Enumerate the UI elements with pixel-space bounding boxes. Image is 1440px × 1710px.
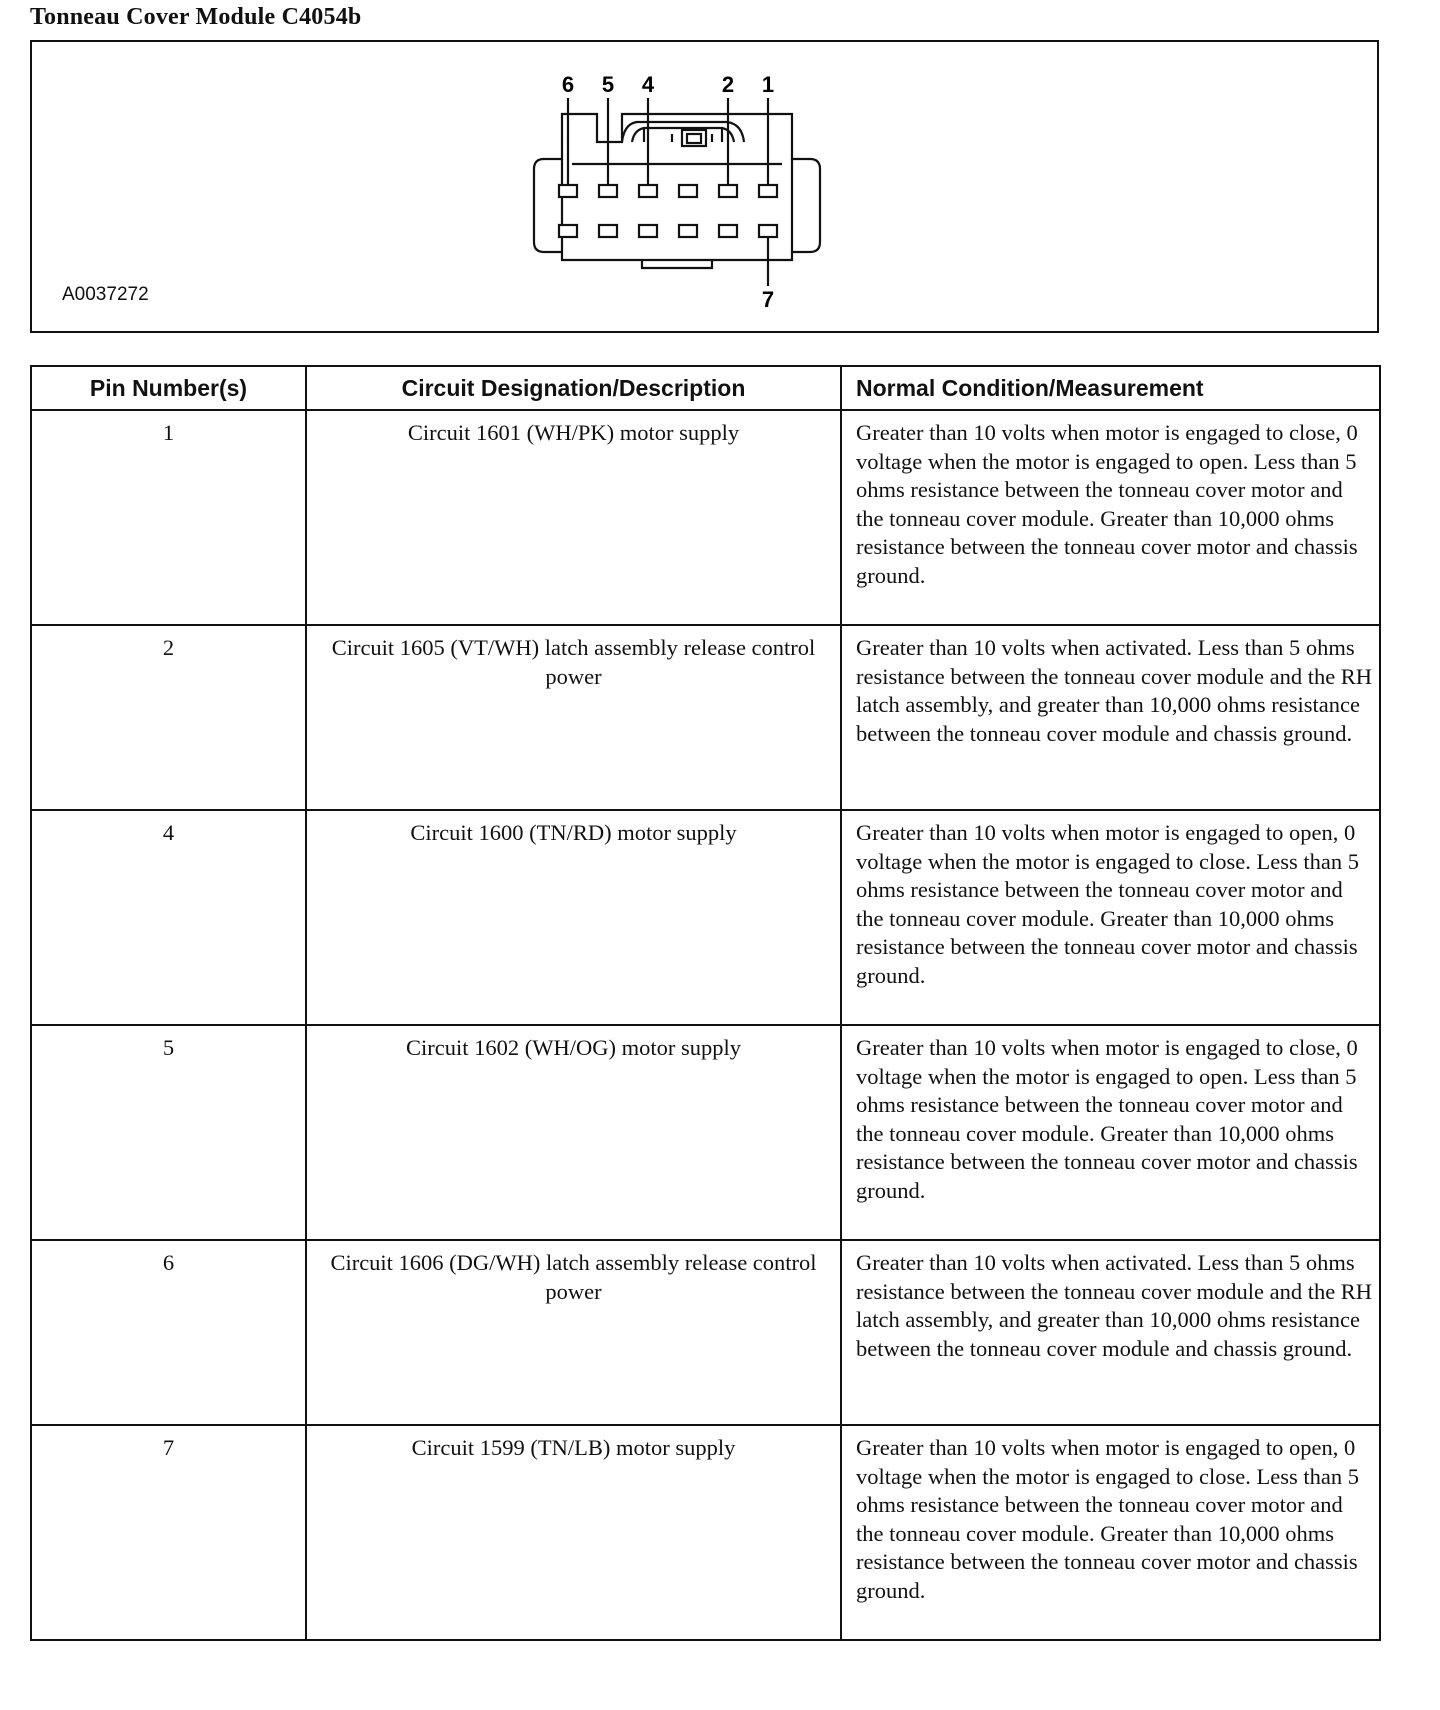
pin-number-cell: 5 [31,1025,306,1240]
table-row [31,810,1380,1025]
pin-number-cell: 4 [31,810,306,1025]
circuit-cell: Circuit 1602 (WH/OG) motor supply [306,1025,841,1240]
circuit-cell: Circuit 1600 (TN/RD) motor supply [306,810,841,1025]
header-condition: Normal Condition/Measurement [841,366,1380,410]
condition-cell: Greater than 10 volts when activated. Less than 5 ohms resistance between the tonneau cover module and the RH latch assembly, and greater than 10,000 ohms resistance between the tonneau cover module and chassis ground. [841,625,1380,810]
condition-cell: Greater than 10 volts when motor is engaged to open, 0 voltage when the motor is engaged to close. Less than 5 ohms resistance between the tonneau cover motor and the tonneau cover module. Greater than 10,000 ohms resistance between the tonneau cover motor and chassis ground. [841,1425,1380,1640]
pin-label-1: 1 [761,72,775,97]
table-row [31,410,1380,625]
page-title: Tonneau Cover Module C4054b [30,4,362,30]
pin-number-cell: 7 [31,1425,306,1640]
table-header-row [31,366,1380,410]
header-circuit: Circuit Designation/Description [306,366,841,410]
circuit-cell: Circuit 1601 (WH/PK) motor supply [306,410,841,625]
bottom-pin-row [559,225,777,237]
figure-id: A0037272 [62,284,149,305]
pin-number-cell: 6 [31,1240,306,1425]
connector-diagram [32,42,1377,331]
circuit-cell: Circuit 1599 (TN/LB) motor supply [306,1425,841,1640]
circuit-cell: Circuit 1606 (DG/WH) latch assembly release control power [306,1240,841,1425]
condition-cell: Greater than 10 volts when motor is engaged to close, 0 voltage when the motor is engaged to open. Less than 5 ohms resistance between the tonneau cover motor and the tonneau cover module. Greater than 10,000 ohms resistance between the tonneau cover motor and chassis ground. [841,410,1380,625]
pin-label-2: 2 [721,72,735,97]
condition-cell: Greater than 10 volts when activated. Less than 5 ohms resistance between the tonneau cover module and the RH latch assembly, and greater than 10,000 ohms resistance between the tonneau cover module and chassis ground. [841,1240,1380,1425]
table-row [31,1240,1380,1425]
table-row [31,1025,1380,1240]
pin-number-cell: 1 [31,410,306,625]
pin-label-7: 7 [761,287,775,312]
pin-label-5: 5 [601,72,615,97]
circuit-cell: Circuit 1605 (VT/WH) latch assembly release control power [306,625,841,810]
pin-label-6: 6 [561,72,575,97]
pin-number-cell: 2 [31,625,306,810]
pin-table [30,365,1381,1641]
condition-cell: Greater than 10 volts when motor is engaged to close, 0 voltage when the motor is engaged to open. Less than 5 ohms resistance between the tonneau cover motor and the tonneau cover module. Greater than 10,000 ohms resistance between the tonneau cover motor and chassis ground. [841,1025,1380,1240]
table-row [31,625,1380,810]
table-row [31,1425,1380,1640]
top-pin-row [559,185,777,197]
condition-cell: Greater than 10 volts when motor is engaged to open, 0 voltage when the motor is engaged to close. Less than 5 ohms resistance between the tonneau cover motor and the tonneau cover module. Greater than 10,000 ohms resistance between the tonneau cover motor and chassis ground. [841,810,1380,1025]
connector-figure [30,40,1379,333]
header-pin-number: Pin Number(s) [31,366,306,410]
pin-label-4: 4 [641,72,655,97]
